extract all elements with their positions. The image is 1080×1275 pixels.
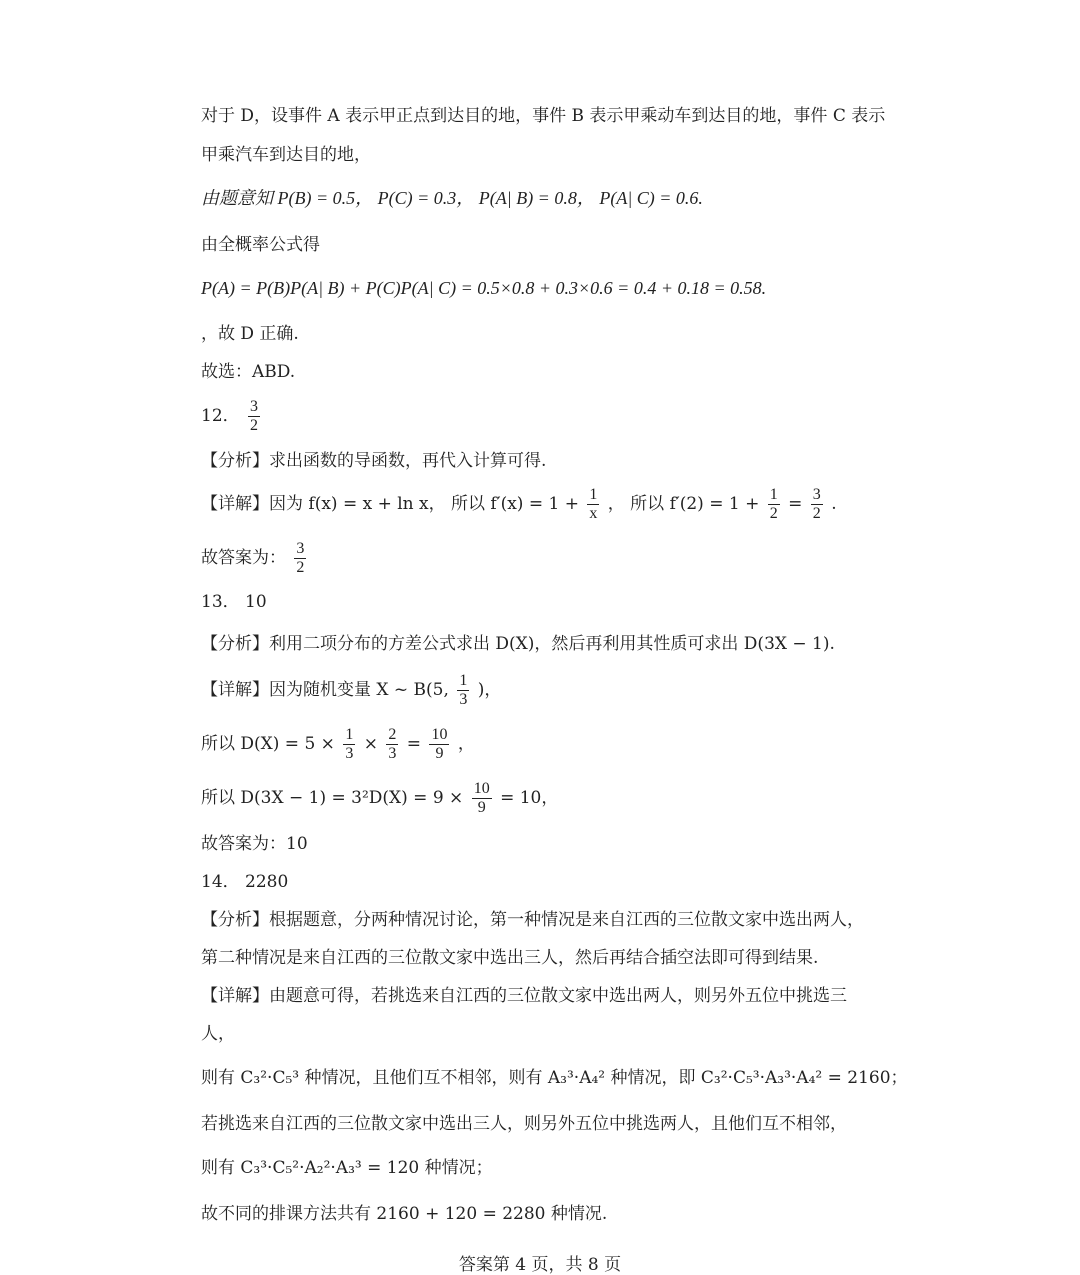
formula-line <box>201 780 900 817</box>
text-segment: 故答案为： <box>201 548 286 568</box>
text-segment: 所以 D(X) = 5 × <box>201 734 335 754</box>
formula-line <box>201 672 900 709</box>
denominator: 9 <box>477 799 486 816</box>
fraction <box>472 780 492 817</box>
text-segment: = <box>788 494 803 514</box>
text-segment: 所以 D(3X − 1) = 3²D(X) = 9 × <box>201 788 464 808</box>
denominator: 9 <box>435 745 444 762</box>
numerator: 3 <box>250 398 259 415</box>
denominator: 2 <box>250 417 259 434</box>
fraction <box>343 726 355 763</box>
text-line: 第二种情况是来自江西的三位散文家中选出三人，然后再结合插空法即可得到结果. <box>201 948 819 968</box>
text-segment: 【详解】因为 f(x) = x + ln x， 所以 f′(x) = 1 + <box>201 494 579 514</box>
question-12-answer <box>201 398 900 435</box>
numerator: 1 <box>589 486 598 503</box>
formula-line: P(A) = P(B)P(A| B) + P(C)P(A| C) = 0.5×0.8 + 0.3×0.6 = 0.4 + 0.18 = 0.58. <box>201 278 767 298</box>
text-line: 故选：ABD. <box>201 362 296 382</box>
fraction <box>248 398 260 435</box>
fraction <box>811 486 823 523</box>
text-segment: × <box>363 734 378 754</box>
question-14-answer: 14． 2280 <box>201 872 289 892</box>
text-line: 对于 D，设事件 A 表示甲正点到达目的地，事件 B 表示甲乘动车到达目的地，事件 C 表示 <box>201 106 886 126</box>
formula-line <box>201 486 900 523</box>
formula-line: 由题意知 P(B) = 0.5， P(C) = 0.3， P(A| B) = 0.8， P(A| C) = 0.6. <box>201 188 703 208</box>
numerator: 10 <box>431 726 448 743</box>
text-line: 【分析】根据题意，分两种情况讨论，第一种情况是来自江西的三位散文家中选出两人， <box>201 910 864 930</box>
numerator: 10 <box>473 780 490 797</box>
fraction <box>429 726 449 763</box>
denominator: 2 <box>769 505 778 522</box>
text-line: 【详解】由题意可得，若挑选来自江西的三位散文家中选出两人，则另外五位中挑选三 <box>201 986 847 1006</box>
denominator: x <box>589 505 598 522</box>
numerator: 2 <box>388 726 397 743</box>
fraction <box>457 672 469 709</box>
numerator: 3 <box>296 540 305 557</box>
text-segment: ， <box>457 734 475 754</box>
text-segment: )， <box>477 680 502 700</box>
text-segment: = 10， <box>500 788 559 808</box>
answer-line: 故答案为：10 <box>201 834 308 854</box>
text-line: 人， <box>201 1024 235 1044</box>
denominator: 3 <box>388 745 397 762</box>
numerator: 1 <box>459 672 468 689</box>
denominator: 2 <box>812 505 821 522</box>
text-line: 【分析】利用二项分布的方差公式求出 D(X)，然后再利用其性质可求出 D(3X − 1). <box>201 634 835 654</box>
numerator: 1 <box>769 486 778 503</box>
text-segment: ， 所以 f′(2) = 1 + <box>607 494 760 514</box>
text-line: 由全概率公式得 <box>201 235 320 255</box>
question-13-answer: 13． 10 <box>201 592 267 612</box>
denominator: 3 <box>345 745 354 762</box>
text-line: 甲乘汽车到达目的地， <box>201 145 371 165</box>
numerator: 1 <box>345 726 354 743</box>
formula-line <box>201 726 900 763</box>
text-segment: = <box>406 734 422 754</box>
denominator: 3 <box>459 691 468 708</box>
fraction <box>386 726 398 763</box>
fraction <box>768 486 780 523</box>
formula-line: 则有 C₃³·C₅²·A₂²·A₃³ = 120 种情况； <box>201 1158 493 1178</box>
question-number: 12． <box>201 406 240 426</box>
text-line: ，故 D 正确. <box>201 324 299 344</box>
text-line: 故不同的排课方法共有 2160 + 120 = 2280 种情况. <box>201 1204 608 1224</box>
denominator: 2 <box>296 559 305 576</box>
numerator: 3 <box>812 486 821 503</box>
fraction <box>587 486 599 523</box>
text-segment: 【详解】因为随机变量 X ~ B(5, <box>201 680 449 700</box>
text-line: 【分析】求出函数的导函数，再代入计算可得. <box>201 451 547 471</box>
text-segment: . <box>831 494 837 514</box>
fraction <box>294 540 306 577</box>
page-footer: 答案第 4 页，共 8 页 <box>458 1255 622 1275</box>
text-line: 若挑选来自江西的三位散文家中选出三人，则另外五位中挑选两人，且他们互不相邻， <box>201 1114 847 1134</box>
formula-line: 则有 C₃²·C₅³ 种情况，且他们互不相邻，则有 A₃³·A₄² 种情况，即 C₃²·C₅³·A₃³·A₄² = 2160； <box>201 1068 908 1088</box>
answer-line <box>201 540 900 577</box>
